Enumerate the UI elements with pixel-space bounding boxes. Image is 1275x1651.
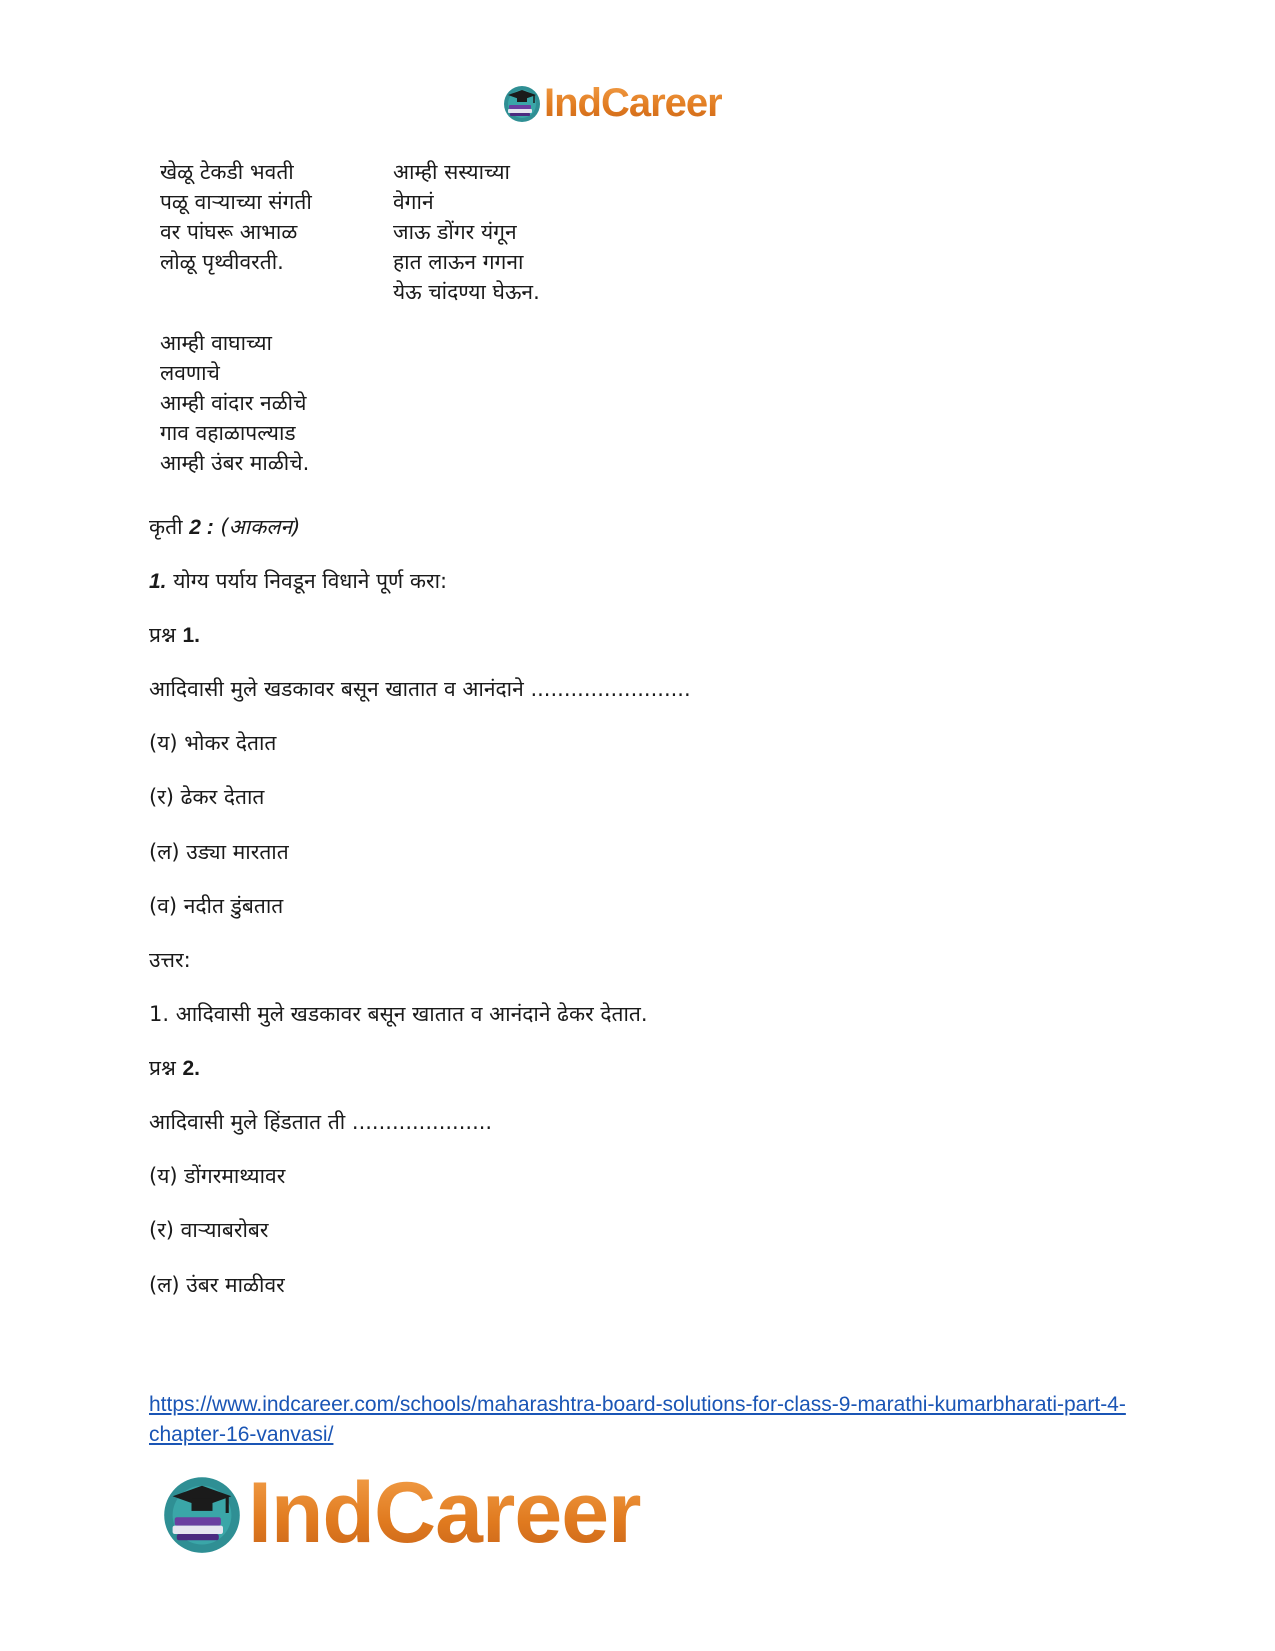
question-label-number: 1. xyxy=(182,624,200,647)
question-1-option: (य) भोकर देतात xyxy=(149,731,277,755)
poem-line: येऊ चांदण्या घेऊन. xyxy=(393,280,540,304)
poem-line: जाऊ डोंगर यंगून xyxy=(393,220,517,244)
activity-instruction xyxy=(149,566,447,597)
poem-line: गाव वहाळापल्याड xyxy=(160,421,296,445)
question-2-option: (ल) उंबर माळीवर xyxy=(149,1273,285,1297)
header-logo-text: IndCareer xyxy=(544,81,722,125)
question-2-option: (य) डोंगरमाथ्यावर xyxy=(149,1164,286,1188)
activity-heading-rest: (आकलन) xyxy=(213,515,301,539)
activity-heading-prefix: कृती xyxy=(149,515,190,539)
question-1-label xyxy=(149,620,200,651)
source-link[interactable]: https://www.indcareer.com/schools/maharashtra-board-solutions-for-class-9-marathi-kumarbharati-part-4-chapter-16-vanvasi/ xyxy=(149,1393,1126,1446)
poem-line: लवणाचे xyxy=(160,361,220,385)
poem-line: पळू वाऱ्याच्या संगती xyxy=(160,190,312,214)
poem-line: हात लाऊन गगना xyxy=(393,250,524,274)
question-1-option: (व) नदीत डुंबतात xyxy=(149,894,284,918)
poem-line: लोळू पृथ्वीवरती. xyxy=(160,250,284,274)
question-1-statement: आदिवासी मुले खडकावर बसून खातात व आनंदाने ........................ xyxy=(149,677,691,701)
question-label-prefix: प्रश्न xyxy=(149,1056,183,1080)
activity-heading xyxy=(149,512,300,543)
graduation-book-icon xyxy=(160,1471,244,1555)
header-logo xyxy=(502,80,722,126)
poem-stanza-2 xyxy=(393,157,540,307)
instruction-number: 1. xyxy=(149,570,167,593)
poem-stanza-3 xyxy=(160,328,309,478)
question-label-prefix: प्रश्न xyxy=(149,623,183,647)
poem-line: वेगानं xyxy=(393,190,434,214)
graduation-book-icon xyxy=(502,83,542,123)
instruction-text: योग्य पर्याय निवडून विधाने पूर्ण करा: xyxy=(166,569,448,593)
question-1-option: (र) ढेकर देतात xyxy=(149,785,265,809)
activity-heading-number: 2 : xyxy=(189,516,214,539)
answer-text: 1. आदिवासी मुले खडकावर बसून खातात व आनंदाने ढेकर देतात. xyxy=(149,1002,648,1026)
question-2-statement: आदिवासी मुले हिंडतात ती ..................... xyxy=(149,1110,493,1134)
poem-line: आम्ही सस्याच्या xyxy=(393,160,510,184)
footer-logo-text: IndCareer xyxy=(248,1465,641,1561)
poem-line: आम्ही वाघाच्या xyxy=(160,331,272,355)
poem-line: खेळू टेकडी भवती xyxy=(160,160,294,184)
footer-logo xyxy=(160,1465,641,1561)
question-2-label xyxy=(149,1053,200,1084)
question-1-option: (ल) उड्या मारतात xyxy=(149,840,289,864)
question-label-number: 2. xyxy=(182,1057,200,1080)
answer-label: उत्तर: xyxy=(149,948,191,972)
poem-line: वर पांघरू आभाळ xyxy=(160,220,298,244)
poem-line: आम्ही वांदार नळीचे xyxy=(160,391,307,415)
poem-line: आम्ही उंबर माळीचे. xyxy=(160,451,310,475)
question-2-option: (र) वाऱ्याबरोबर xyxy=(149,1218,269,1242)
poem-stanza-1 xyxy=(160,157,312,277)
